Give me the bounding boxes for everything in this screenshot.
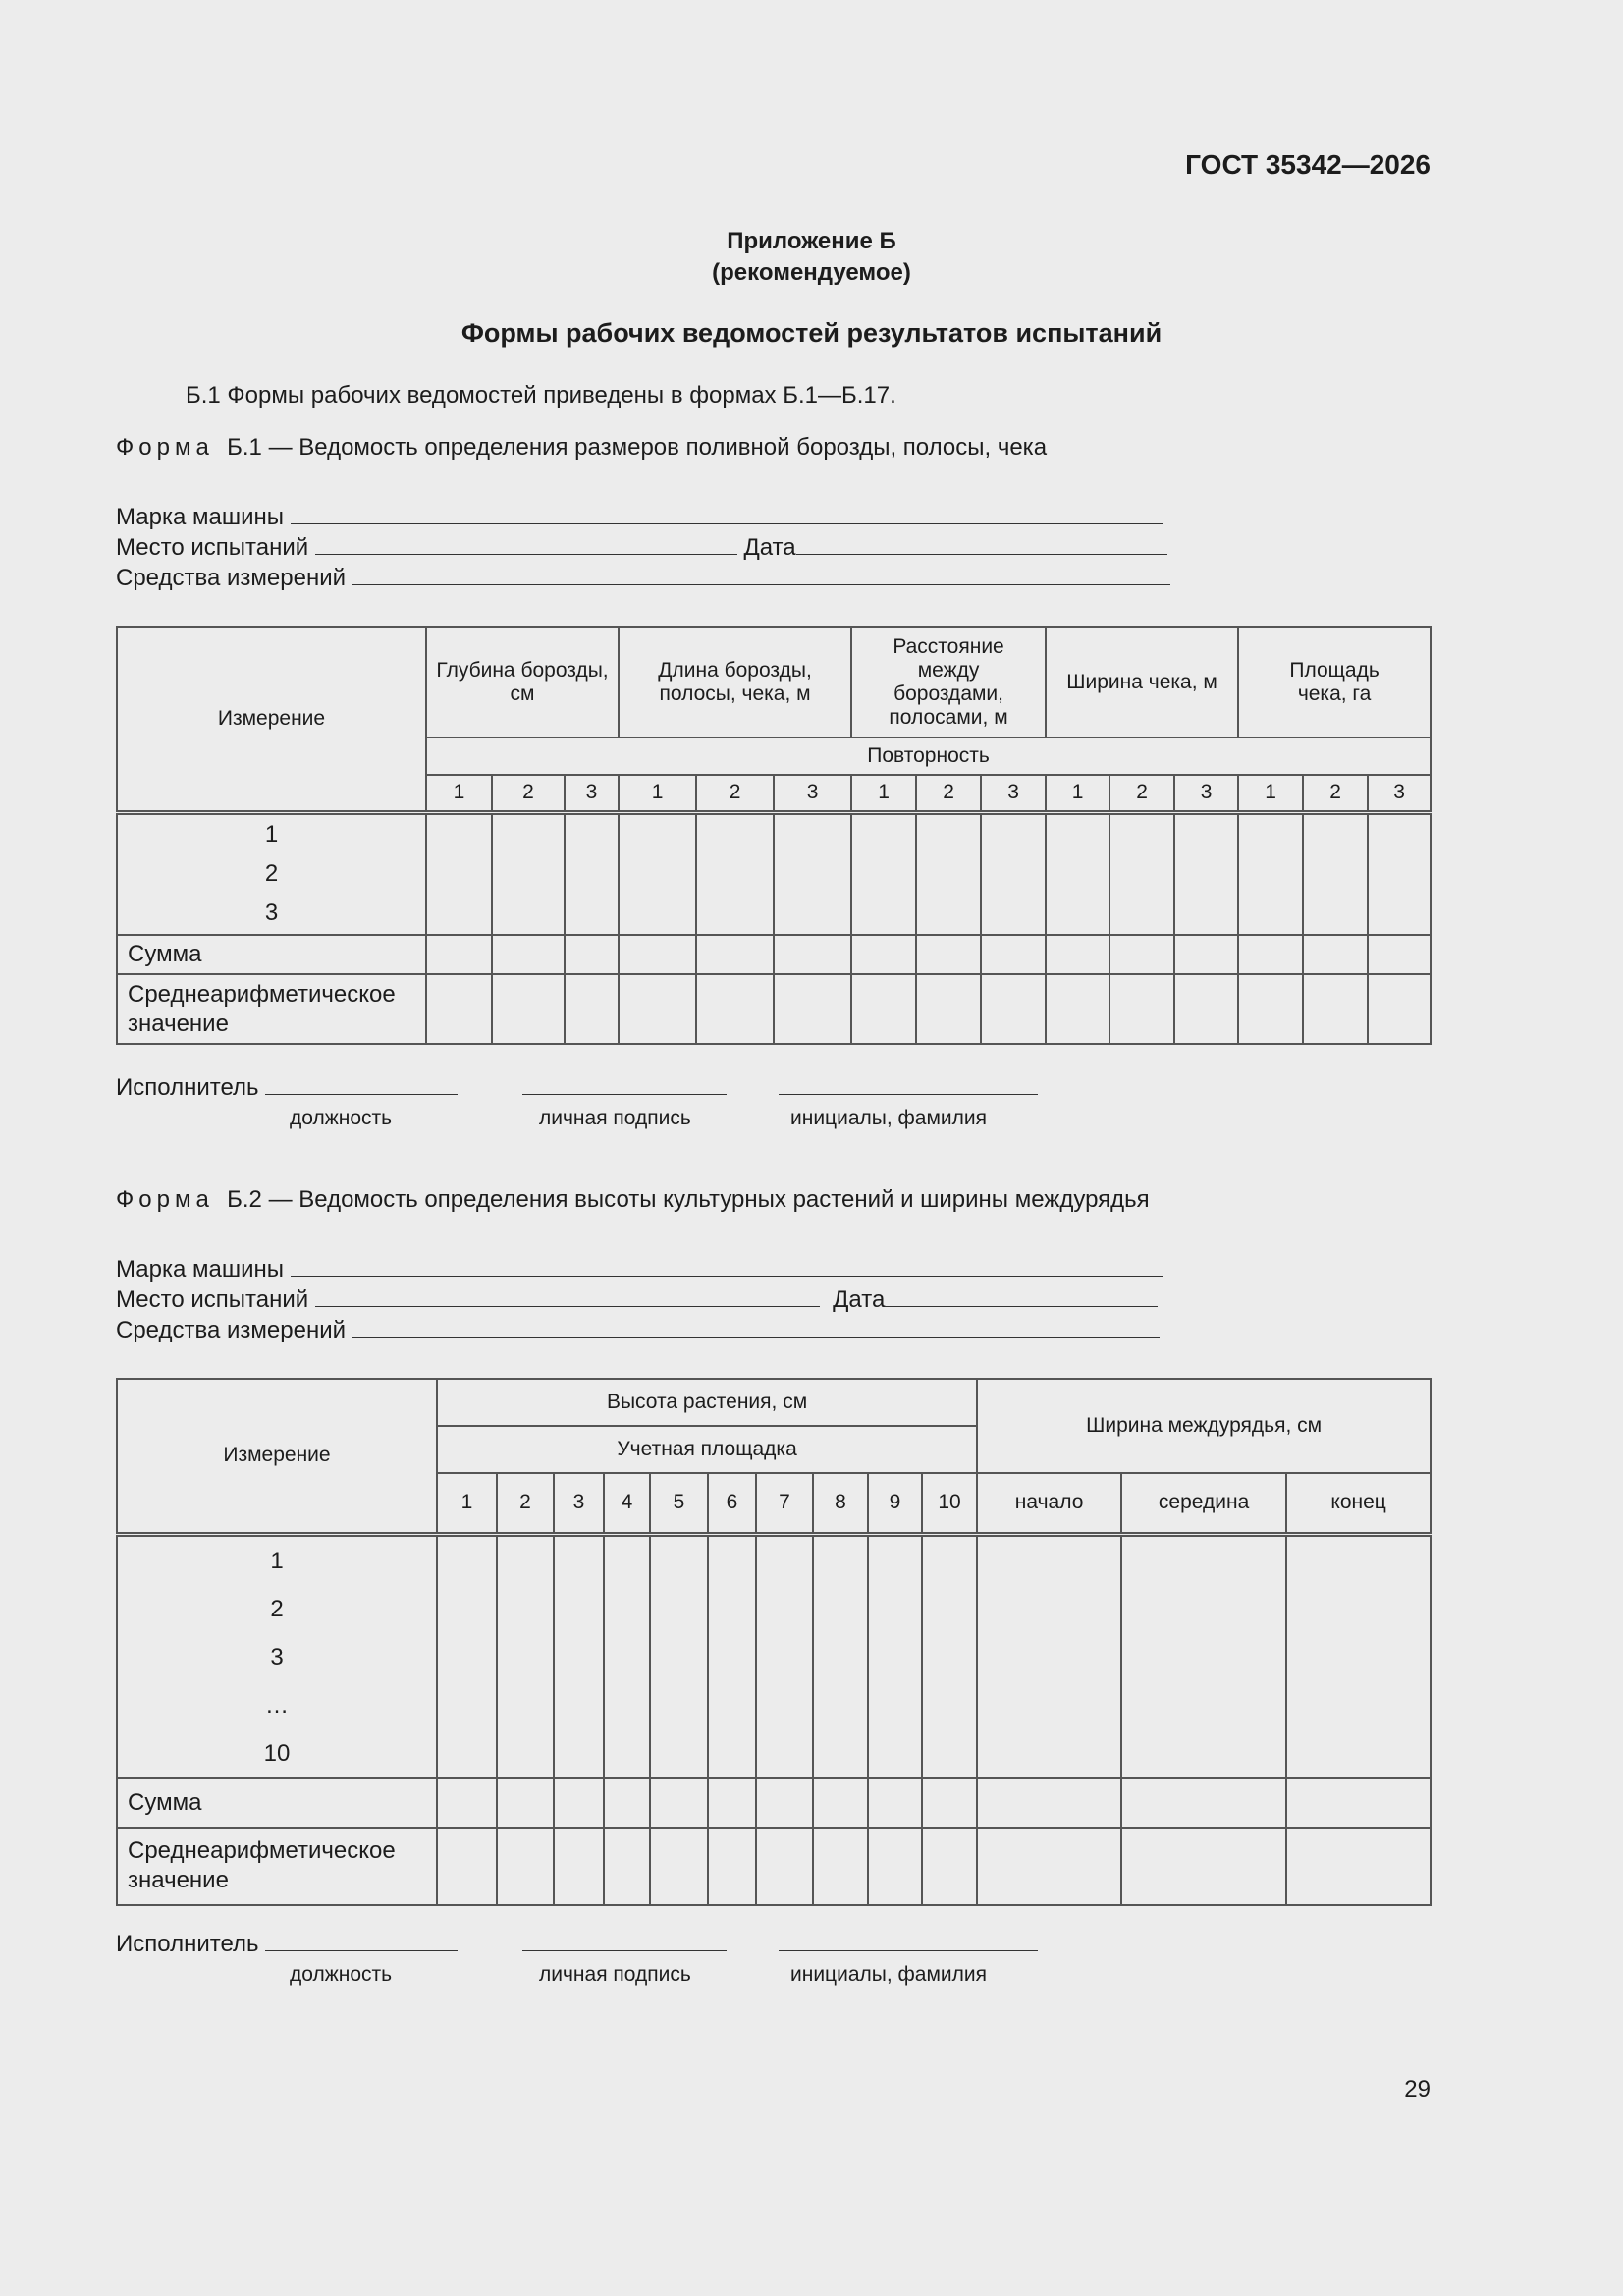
- data-cell[interactable]: [1286, 1828, 1431, 1905]
- data-cell[interactable]: [981, 935, 1046, 974]
- form1-subcol: 3: [1368, 775, 1431, 812]
- data-cell[interactable]: [650, 1828, 708, 1905]
- form1-date-label: Дата: [743, 534, 796, 561]
- data-cell[interactable]: [604, 1778, 650, 1828]
- form2-plot-col: 4: [604, 1473, 650, 1534]
- data-cell[interactable]: [492, 974, 565, 1044]
- data-cell[interactable]: [1121, 1828, 1286, 1905]
- data-cell[interactable]: [851, 812, 916, 935]
- form1-subcol: 3: [565, 775, 619, 812]
- data-cell[interactable]: [565, 935, 619, 974]
- form1-machine-line: [116, 502, 1170, 532]
- form2-name-caption: инициалы, фамилия: [790, 1963, 987, 1986]
- data-cell[interactable]: [1121, 1534, 1286, 1778]
- data-cell[interactable]: [1046, 812, 1109, 935]
- form1-position-blank[interactable]: [265, 1075, 458, 1095]
- form1-row-number: 3: [264, 900, 279, 927]
- intro-paragraph: Б.1 Формы рабочих ведомостей приведены в формах Б.1—Б.17.: [186, 382, 896, 409]
- data-cell[interactable]: [604, 1534, 650, 1778]
- data-cell[interactable]: [1121, 1778, 1286, 1828]
- form1-group-distance: Расстояние между бороздами, полосами, м: [851, 627, 1046, 738]
- form2-width-col: начало: [977, 1473, 1121, 1534]
- form2-date-label: Дата: [833, 1286, 886, 1313]
- data-cell[interactable]: [1046, 935, 1109, 974]
- form1-subcol: 1: [1046, 775, 1109, 812]
- form1-subcol: 1: [426, 775, 492, 812]
- form1-place-line: [116, 532, 1170, 563]
- form2-plot-col: 10: [922, 1473, 977, 1534]
- form2-row-number: 1: [270, 1547, 284, 1574]
- form2-machine-blank[interactable]: [291, 1257, 1163, 1277]
- document-title: Формы рабочих ведомостей результатов испытаний: [460, 318, 1163, 348]
- form2-place-blank[interactable]: [315, 1287, 820, 1307]
- form1-group-width: Ширина чека, м: [1046, 627, 1238, 738]
- form2-sign-caption: личная подпись: [539, 1963, 691, 1986]
- data-cell[interactable]: [922, 1778, 977, 1828]
- form1-date-blank[interactable]: [796, 535, 1167, 555]
- form1-mean-row: [117, 974, 1431, 1044]
- standard-number: ГОСТ 35342—2026: [1185, 149, 1431, 180]
- data-cell[interactable]: [977, 1534, 1121, 1778]
- form1-subcol: 2: [492, 775, 565, 812]
- data-cell[interactable]: [774, 935, 851, 974]
- form2-place-line: [116, 1285, 1163, 1315]
- data-cell[interactable]: [492, 812, 565, 935]
- data-cell[interactable]: [977, 1828, 1121, 1905]
- data-cell[interactable]: [1174, 812, 1238, 935]
- data-cell[interactable]: [604, 1828, 650, 1905]
- form1-subcol: 3: [774, 775, 851, 812]
- data-cell[interactable]: [756, 1828, 813, 1905]
- form1-caption: [116, 434, 1047, 462]
- form1-subcol: 2: [916, 775, 981, 812]
- data-cell[interactable]: [708, 1778, 756, 1828]
- form1-place-label: Место испытаний: [116, 534, 309, 561]
- form1-sum-label: Сумма: [117, 935, 426, 974]
- form1-row-number: 2: [264, 860, 279, 888]
- form1-name-blank[interactable]: [779, 1075, 1038, 1095]
- form1-caption-text: Б.1 — Ведомость определения размеров поливной борозды, полосы, чека: [227, 434, 1048, 461]
- data-cell[interactable]: [851, 935, 916, 974]
- form2-plot-header: Учетная площадка: [437, 1426, 977, 1473]
- form1-means-blank[interactable]: [352, 566, 1170, 585]
- form1-group-area: Площадь чека, га: [1238, 627, 1431, 738]
- form2-measure-rows: [117, 1534, 1431, 1778]
- data-cell[interactable]: [916, 974, 981, 1044]
- data-cell[interactable]: [1286, 1778, 1431, 1828]
- data-cell[interactable]: [756, 1534, 813, 1778]
- form1-signature: [116, 1074, 1038, 1102]
- form2-measurement-header: Измерение: [117, 1379, 437, 1534]
- form1-name-caption: инициалы, фамилия: [790, 1107, 987, 1129]
- page-number: 29: [1404, 2076, 1431, 2103]
- appendix-title: Приложение Б: [727, 228, 896, 254]
- form2-row-number: 3: [270, 1643, 284, 1670]
- data-cell[interactable]: [492, 935, 565, 974]
- form1-subcol: 2: [1109, 775, 1174, 812]
- form1-subcol: 3: [981, 775, 1046, 812]
- form2-caption: [116, 1186, 1150, 1214]
- form2-plot-col: 9: [868, 1473, 922, 1534]
- data-cell[interactable]: [1303, 935, 1368, 974]
- form2-plot-col: 5: [650, 1473, 708, 1534]
- form2-date-blank[interactable]: [885, 1287, 1158, 1307]
- data-cell[interactable]: [922, 1828, 977, 1905]
- form2-fields: [116, 1254, 1163, 1345]
- data-cell[interactable]: [1303, 974, 1368, 1044]
- form1-measurement-header: Измерение: [117, 627, 426, 812]
- data-cell[interactable]: [426, 812, 492, 935]
- form2-signature: [116, 1931, 1038, 1958]
- form1-row-numbers: [117, 812, 426, 935]
- form2-machine-label: Марка машины: [116, 1256, 285, 1283]
- form2-plot-col: 7: [756, 1473, 813, 1534]
- form2-plot-col: 3: [554, 1473, 604, 1534]
- form1-table: [116, 626, 1432, 1045]
- form1-fields: [116, 502, 1170, 593]
- data-cell[interactable]: [437, 1534, 497, 1778]
- data-cell[interactable]: [1303, 812, 1368, 935]
- data-cell[interactable]: [851, 974, 916, 1044]
- data-cell[interactable]: [916, 812, 981, 935]
- form2-width-col: конец: [1286, 1473, 1431, 1534]
- form1-row-number: 1: [264, 821, 279, 848]
- form2-position-blank[interactable]: [265, 1932, 458, 1951]
- form1-sum-row: [117, 935, 1431, 974]
- data-cell[interactable]: [916, 935, 981, 974]
- form1-subcol: 1: [851, 775, 916, 812]
- form2-sum-label: Сумма: [117, 1778, 437, 1828]
- form2-plot-col: 1: [437, 1473, 497, 1534]
- form1-means-line: [116, 563, 1170, 593]
- data-cell[interactable]: [497, 1828, 554, 1905]
- data-cell[interactable]: [437, 1828, 497, 1905]
- form2-name-blank[interactable]: [779, 1932, 1038, 1951]
- data-cell[interactable]: [554, 1828, 604, 1905]
- form2-row-number: 2: [270, 1595, 284, 1622]
- data-cell[interactable]: [554, 1778, 604, 1828]
- data-cell[interactable]: [1286, 1534, 1431, 1778]
- data-cell[interactable]: [426, 974, 492, 1044]
- data-cell[interactable]: [565, 974, 619, 1044]
- data-cell[interactable]: [774, 812, 851, 935]
- data-cell[interactable]: [619, 935, 696, 974]
- data-cell[interactable]: [868, 1778, 922, 1828]
- data-cell[interactable]: [813, 1534, 868, 1778]
- form1-measure-rows: [117, 812, 1431, 935]
- form1-subcol: 1: [619, 775, 696, 812]
- data-cell[interactable]: [774, 974, 851, 1044]
- form2-plot-col: 2: [497, 1473, 554, 1534]
- data-cell[interactable]: [981, 812, 1046, 935]
- form2-height-header: Высота растения, см: [437, 1379, 977, 1426]
- data-cell[interactable]: [981, 974, 1046, 1044]
- data-cell[interactable]: [1109, 974, 1174, 1044]
- form2-row-numbers: [117, 1534, 437, 1778]
- form2-means-line: [116, 1315, 1163, 1345]
- form1-machine-blank[interactable]: [291, 505, 1163, 524]
- data-cell[interactable]: [1368, 812, 1431, 935]
- form2-position-caption: должность: [290, 1963, 393, 1986]
- form1-means-label: Средства измерений: [116, 565, 347, 591]
- form1-group-length: Длина борозды, полосы, чека, м: [619, 627, 851, 738]
- form2-rowwidth-header: Ширина междурядья, см: [977, 1379, 1431, 1473]
- data-cell[interactable]: [426, 935, 492, 974]
- form2-machine-line: [116, 1254, 1163, 1285]
- data-cell[interactable]: [696, 974, 774, 1044]
- form1-word: Форма: [116, 434, 214, 461]
- data-cell[interactable]: [813, 1828, 868, 1905]
- form2-row-number: 10: [263, 1739, 291, 1767]
- data-cell[interactable]: [1174, 974, 1238, 1044]
- form1-executor-label: Исполнитель: [116, 1074, 259, 1101]
- data-cell[interactable]: [977, 1778, 1121, 1828]
- form2-row-number: …: [265, 1691, 289, 1719]
- form2-means-label: Средства измерений: [116, 1317, 347, 1343]
- form2-sum-row: [117, 1778, 1431, 1828]
- appendix-heading: [0, 226, 1623, 289]
- data-cell[interactable]: [708, 1534, 756, 1778]
- data-cell[interactable]: [619, 974, 696, 1044]
- data-cell[interactable]: [1046, 974, 1109, 1044]
- data-cell[interactable]: [696, 812, 774, 935]
- form1-machine-label: Марка машины: [116, 504, 285, 530]
- form2-caption-text: Б.2 — Ведомость определения высоты культурных растений и ширины междурядья: [227, 1186, 1150, 1213]
- data-cell[interactable]: [650, 1778, 708, 1828]
- form2-place-label: Место испытаний: [116, 1286, 309, 1313]
- data-cell[interactable]: [650, 1534, 708, 1778]
- form2-mean-row: [117, 1828, 1431, 1905]
- data-cell[interactable]: [1368, 935, 1431, 974]
- data-cell[interactable]: [619, 812, 696, 935]
- form1-place-blank[interactable]: [315, 535, 737, 555]
- form1-sign-blank[interactable]: [522, 1075, 727, 1095]
- form1-repeat-header: Повторность: [426, 738, 1431, 775]
- form2-width-col: середина: [1121, 1473, 1286, 1534]
- data-cell[interactable]: [1109, 935, 1174, 974]
- form1-subcol: 2: [696, 775, 774, 812]
- data-cell[interactable]: [554, 1534, 604, 1778]
- data-cell[interactable]: [497, 1534, 554, 1778]
- form2-mean-label: Среднеарифметическое значение: [117, 1828, 437, 1905]
- form2-executor-label: Исполнитель: [116, 1931, 259, 1957]
- data-cell[interactable]: [497, 1778, 554, 1828]
- data-cell[interactable]: [756, 1778, 813, 1828]
- form2-sign-blank[interactable]: [522, 1932, 727, 1951]
- data-cell[interactable]: [1368, 974, 1431, 1044]
- data-cell[interactable]: [922, 1534, 977, 1778]
- form2-word: Форма: [116, 1186, 214, 1213]
- form2-table: [116, 1378, 1432, 1906]
- form1-group-depth: Глубина борозды, см: [426, 627, 619, 738]
- data-cell[interactable]: [868, 1828, 922, 1905]
- data-cell[interactable]: [1174, 935, 1238, 974]
- form1-subcol: 2: [1303, 775, 1368, 812]
- appendix-status: (рекомендуемое): [712, 259, 911, 286]
- data-cell[interactable]: [1109, 812, 1174, 935]
- form1-subcol: 1: [1238, 775, 1303, 812]
- data-cell[interactable]: [1238, 974, 1303, 1044]
- data-cell[interactable]: [696, 935, 774, 974]
- form1-mean-label: Среднеарифметическое значение: [117, 974, 426, 1044]
- form2-plot-col: 8: [813, 1473, 868, 1534]
- form1-subcol: 3: [1174, 775, 1238, 812]
- form1-sign-caption: личная подпись: [539, 1107, 691, 1129]
- data-cell[interactable]: [565, 812, 619, 935]
- form1-position-caption: должность: [290, 1107, 393, 1129]
- data-cell[interactable]: [1238, 935, 1303, 974]
- data-cell[interactable]: [868, 1534, 922, 1778]
- form2-means-blank[interactable]: [352, 1318, 1160, 1338]
- data-cell[interactable]: [813, 1778, 868, 1828]
- data-cell[interactable]: [1238, 812, 1303, 935]
- data-cell[interactable]: [437, 1778, 497, 1828]
- data-cell[interactable]: [708, 1828, 756, 1905]
- form2-plot-col: 6: [708, 1473, 756, 1534]
